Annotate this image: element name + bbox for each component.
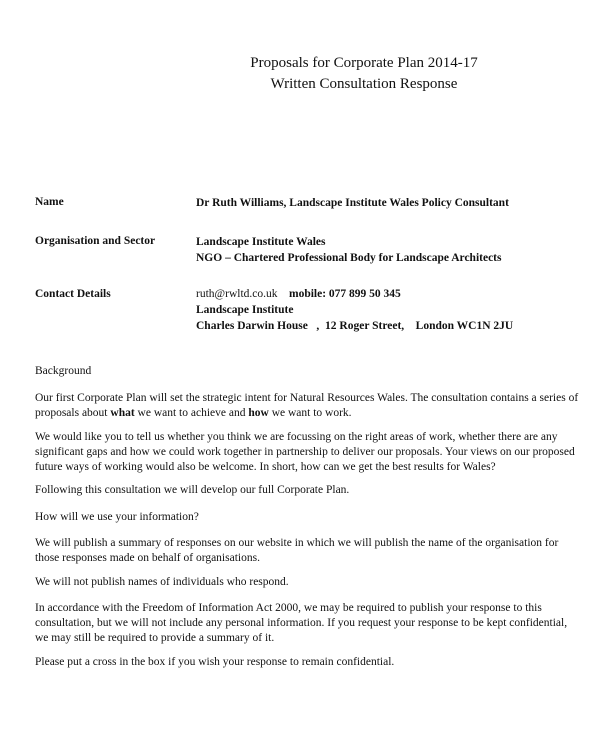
document-title: Proposals for Corporate Plan 2014-17: [250, 55, 478, 71]
paragraph-7: In accordance with the Freedom of Information Act 2000, we may be required to publish your response to this consultation, but we will not include any personal information. If you request your response to be kept confidential, we may still be required to provide a summary of it.: [35, 602, 568, 644]
contact-value: [196, 286, 513, 334]
background-heading: Background: [35, 365, 92, 377]
p1-what: what: [110, 407, 135, 419]
paragraph-4: How will we use your information?: [35, 511, 199, 523]
p1-text-a: Our first Corporate Plan will set the strategic intent for Natural Resources Wales. The consultation contains a series of proposals about: [35, 392, 579, 419]
p1-how: how: [248, 407, 269, 419]
paragraph-3: Following this consultation we will develop our full Corporate Plan.: [35, 484, 350, 496]
contact-email: ruth@rwltd.co.uk: [196, 288, 278, 300]
paragraph-6: We will not publish names of individuals who respond.: [35, 576, 289, 588]
organisation-sector: NGO – Chartered Professional Body for Landscape Architects: [196, 252, 502, 264]
contact-mobile: mobile: 077 899 50 345: [289, 288, 401, 300]
paragraph-2: We would like you to tell us whether you think we are focussing on the right areas of work, whether there are any significant gaps and how we could work together in partnership to deliver our proposals. Your views on our proposed future ways of working would also be welcome. In short, how can we get the best results for Wales?: [35, 431, 575, 473]
document-subtitle: Written Consultation Response: [270, 76, 458, 92]
p1-text-c: we want to work.: [268, 407, 352, 419]
contact-address: Charles Darwin House , 12 Roger Street, London WC1N 2JU: [196, 320, 514, 332]
name-value: Dr Ruth Williams, Landscape Institute Wales Policy Consultant: [196, 197, 509, 209]
contact-label: Contact Details: [35, 288, 111, 300]
contact-line-1: [196, 286, 513, 302]
name-label: Name: [35, 196, 64, 208]
contact-organisation: Landscape Institute: [196, 304, 294, 316]
organisation-value: [196, 234, 502, 266]
organisation-name: Landscape Institute Wales: [196, 236, 326, 248]
p1-text-b: we want to achieve and: [134, 407, 249, 419]
paragraph-5: We will publish a summary of responses on our website in which we will publish the name of the organisation for those responses made on behalf of organisations.: [35, 537, 559, 564]
organisation-label: Organisation and Sector: [35, 235, 156, 247]
paragraph-1: [35, 391, 580, 421]
paragraph-8: Please put a cross in the box if you wish your response to remain confidential.: [35, 656, 395, 668]
